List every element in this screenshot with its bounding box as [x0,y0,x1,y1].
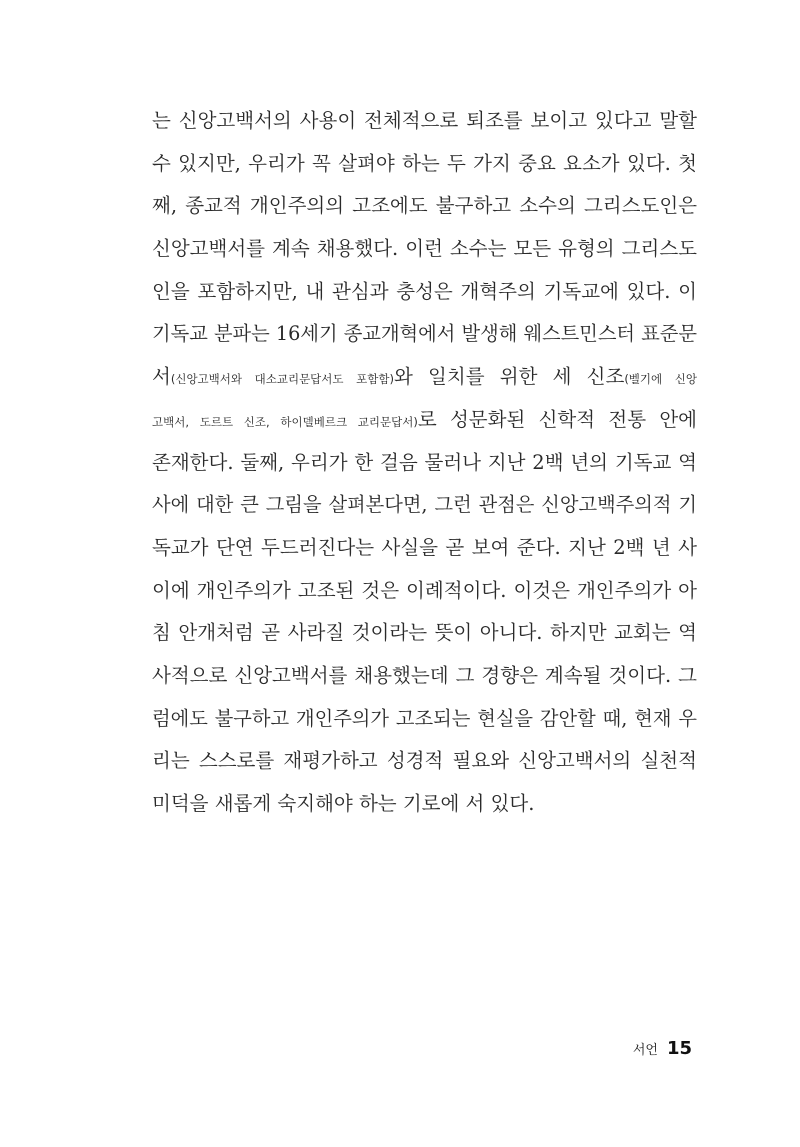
text-line: 째, 종교적 개인주의의 고조에도 불구하고 소수의 그리스도인은 [152,194,697,218]
text-line: 존재한다. 둘째, 우리가 한 걸음 물러나 지난 2백 년의 기독교 역 [152,450,697,474]
text-line: 는 신앙고백서의 사용이 전체적으로 퇴조를 보이고 있다고 말할 [152,109,697,132]
text-line: 인을 포함하지만, 내 관심과 충성은 개혁주의 기독교에 있다. 이 [152,279,697,303]
text-segment: 와 일치를 위한 세 신조 [393,365,625,389]
text-segment: 로 성문화된 신학적 전통 안에 [417,407,697,431]
text-line [152,356,697,399]
text-line: 침 안개처럼 곧 사라질 것이라는 뜻이 아니다. 하지만 교회는 역 [152,621,697,645]
page-footer [633,1038,692,1062]
text-line: 기독교 분파는 16세기 종교개혁에서 발생해 웨스트민스터 표준문 [152,322,697,346]
text-line: 이에 개인주의가 고조된 것은 이례적이다. 이것은 개인주의가 아 [152,578,697,602]
text-line: 미덕을 새롭게 숙지해야 하는 기로에 서 있다. [152,792,535,815]
parenthetical-note: (벨기에 신앙 [624,372,697,387]
text-line: 독교가 단연 두드러진다는 사실을 곧 보여 준다. 지난 2백 년 사 [152,535,697,559]
text-line: 수 있지만, 우리가 꼭 살펴야 하는 두 가지 중요 요소가 있다. 첫 [152,151,697,175]
text-line: 사에 대한 큰 그림을 살펴본다면, 그런 관점은 신앙고백주의적 기 [152,493,697,517]
text-line: 럼에도 불구하고 개인주의가 고조되는 현실을 감안할 때, 현재 우 [152,706,697,730]
text-line: 신앙고백서를 계속 채용했다. 이런 소수는 모든 유형의 그리스도 [152,237,697,261]
text-line: 사적으로 신앙고백서를 채용했는데 그 경향은 계속될 것이다. 그 [152,663,697,687]
section-title: 서언 [632,1043,658,1058]
parenthetical-note: 고백서, 도르트 신조, 하이델베르크 교리문답서) [152,414,418,429]
parenthetical-note: (신앙고백서와 대소교리문답서도 포함함) [170,372,394,387]
body-text [152,100,697,826]
text-line [152,399,697,442]
page-number: 15 [666,1038,692,1059]
text-segment: 서 [152,365,171,389]
text-line: 리는 스스로를 재평가하고 성경적 필요와 신앙고백서의 실천적 [152,749,697,773]
